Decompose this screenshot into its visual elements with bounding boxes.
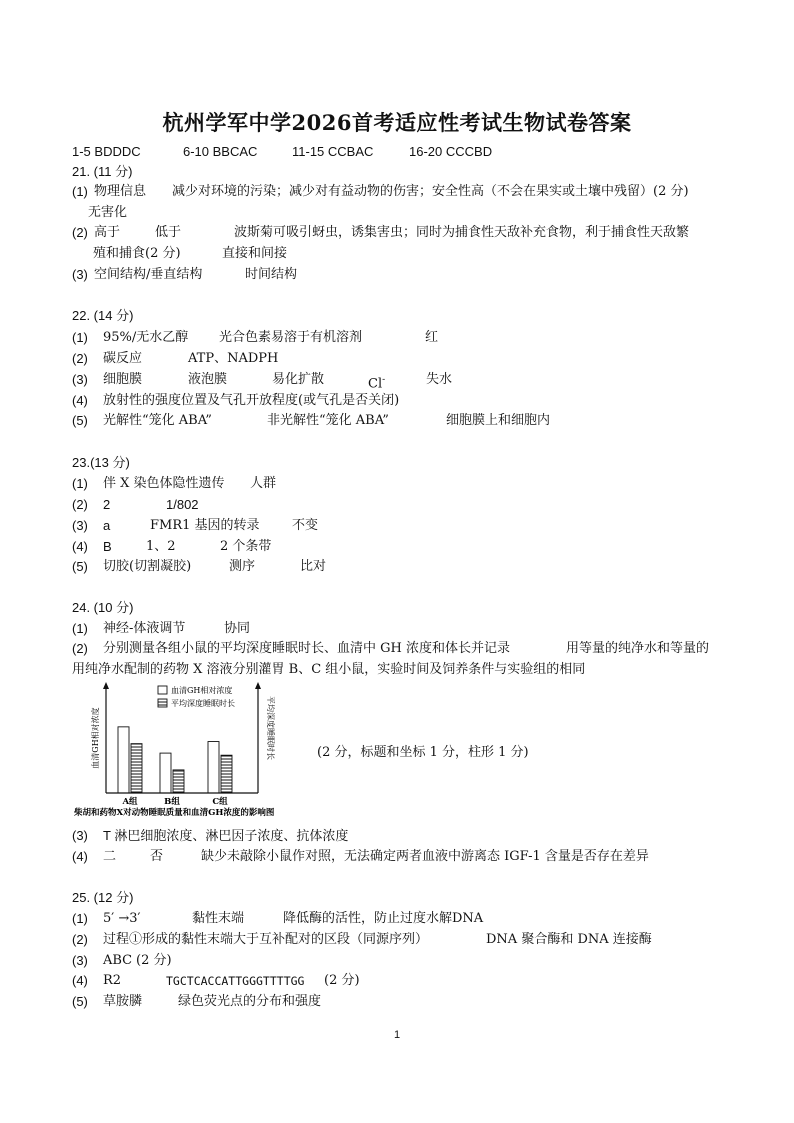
q25-2-answer-a: 过程①形成的黏性末端大于互补配对的区段（同源序列） — [103, 932, 429, 947]
bar-gh-group-1 — [118, 727, 129, 793]
legend-swatch-gh — [158, 686, 167, 694]
q21-1-number: (1) — [72, 184, 88, 199]
q25-1-answer-a: 5′ →3′ — [103, 911, 141, 926]
q25-4-answer-c: (2 分) — [324, 973, 360, 988]
q23-4-answer-c: 2 个条带 — [220, 539, 272, 554]
mcq-answer-11-15: 11-15 CCBAC — [292, 144, 374, 159]
q23-4-answer-a: B — [103, 539, 112, 554]
q22-3-answer-a: 细胞膜 — [103, 372, 143, 387]
bar-chart — [72, 680, 312, 820]
q22-5-answer-a: 光解性“笼化 ABA” — [103, 413, 212, 428]
q22-3-number: (3) — [72, 372, 88, 387]
mcq-answer-16-20: 16-20 CCCBD — [409, 144, 493, 159]
q21-1-answer-a: 物理信息 — [94, 184, 147, 199]
q22-3-answer-b: 液泡膜 — [188, 372, 228, 387]
q23-5-number: (5) — [72, 559, 88, 574]
q25-2-answer-b: DNA 聚合酶和 DNA 连接酶 — [486, 932, 652, 947]
page-number: 1 — [393, 1029, 401, 1041]
q21-2-number: (2) — [72, 225, 88, 240]
q24-2-number: (2) — [72, 641, 88, 656]
y-axis-left-arrow-icon — [103, 682, 109, 689]
bar-sleep-group-1 — [131, 744, 142, 793]
q25-5-answer-a: 草胺膦 — [103, 994, 143, 1009]
q25-4-number: (4) — [72, 973, 88, 988]
q23-1-answer-a: 伴 X 染色体隐性遗传 — [103, 476, 225, 491]
q21-3-answer-b: 时间结构 — [245, 267, 298, 282]
chart-title: 柴胡和药物X对动物睡眠质量和血清GH浓度的影响图 — [74, 808, 275, 818]
q22-3-answer-c: 易化扩散 — [272, 372, 325, 387]
chloride-charge: - — [382, 375, 386, 385]
mcq-answer-6-10: 6-10 BBCAC — [183, 144, 258, 159]
y-axis-left-label: 血清GH相对浓度 — [91, 707, 100, 769]
x-tick-label-3: C组 — [212, 797, 228, 807]
q24-4-number: (4) — [72, 849, 88, 864]
q22-4-answer-a: 放射性的强度位置及气孔开放程度(或气孔是否关闭) — [103, 393, 400, 408]
q25-3-answer-b: (2 分) — [136, 953, 172, 968]
q21-3-number: (3) — [72, 267, 88, 282]
y-axis-right-arrow-icon — [255, 682, 261, 689]
legend-swatch-sleep — [158, 699, 167, 707]
q21-1-answer-c: 无害化 — [88, 205, 128, 220]
q25-5-answer-b: 绿色荧光点的分布和强度 — [178, 994, 322, 1009]
bar-gh-group-2 — [160, 753, 171, 793]
chloride-symbol: Cl — [368, 376, 383, 392]
bar-sleep-group-3 — [221, 755, 232, 793]
q22-1-answer-b: 光合色素易溶于有机溶剂 — [219, 330, 363, 345]
bar-sleep-group-2 — [173, 770, 184, 793]
q23-1-answer-b: 人群 — [250, 476, 277, 491]
q22-1-answer-a: 95%/无水乙醇 — [103, 330, 189, 345]
q24-chart-score-note: (2 分，标题和坐标 1 分，柱形 1 分) — [317, 745, 529, 760]
q23-2-number: (2) — [72, 497, 88, 512]
q21-2-answer-a: 高于 — [94, 225, 121, 240]
y-axis-right-label: 平均深度睡眠时长 — [266, 696, 275, 760]
q22-4-number: (4) — [72, 393, 88, 408]
q24-2-answer-c: 用纯净水配制的药物 X 溶液分别灌胃 B、C 组小鼠，实验时间及饲养条件与实验组的相同 — [72, 662, 586, 677]
q24-header: 24. (10 分) — [72, 600, 134, 615]
q22-5-answer-b: 非光解性“笼化 ABA” — [267, 413, 389, 428]
q25-1-answer-b: 黏性末端 — [192, 911, 245, 926]
q25-4-answer-b: TGCTCACCATTGGGTTTTGG — [166, 974, 305, 988]
q25-2-number: (2) — [72, 932, 88, 947]
q23-4-answer-b: 1、2 — [146, 539, 176, 554]
bar-gh-group-3 — [208, 742, 219, 793]
q24-2-answer-b: 用等量的纯净水和等量的 — [566, 641, 710, 656]
q25-3-answer-a: ABC — [103, 953, 133, 968]
q24-1-answer-a: 神经-体液调节 — [103, 621, 186, 636]
q25-1-number: (1) — [72, 911, 88, 926]
q21-2-answer-b: 低于 — [155, 225, 182, 240]
q22-1-number: (1) — [72, 330, 88, 345]
q25-4-answer-a: R2 — [103, 973, 122, 988]
mcq-answer-1-5: 1-5 BDDDC — [72, 144, 141, 159]
q24-2-answer-a: 分别测量各组小鼠的平均深度睡眠时长、血清中 GH 浓度和体长并记录 — [103, 641, 510, 656]
q22-1-answer-c: 红 — [425, 330, 439, 345]
q23-header: 23.(13 分) — [72, 455, 130, 470]
q21-2-answer-c: 波斯菊可吸引蚜虫，诱集害虫；同时为捕食性天敌补充食物，利于捕食性天敌繁 — [234, 225, 690, 240]
q25-3-number: (3) — [72, 953, 88, 968]
q23-3-number: (3) — [72, 518, 88, 533]
q23-2-answer-a: 2 — [103, 497, 111, 512]
legend-label-gh: 血清GH相对浓度 — [171, 686, 233, 695]
q23-3-answer-b: FMR1 基因的转录 — [150, 518, 260, 533]
q21-2-answer-e: 直接和间接 — [222, 246, 288, 261]
q23-4-number: (4) — [72, 539, 88, 554]
q25-5-number: (5) — [72, 994, 88, 1009]
q24-1-answer-b: 协同 — [224, 621, 251, 636]
q25-header: 25. (12 分) — [72, 890, 134, 905]
q24-4-answer-c: 缺少未敲除小鼠作对照，无法确定两者血液中游离态 IGF-1 含量是否存在差异 — [201, 849, 649, 864]
q24-4-answer-b: 否 — [150, 849, 164, 864]
q21-2-answer-d: 殖和捕食(2 分) — [93, 246, 181, 261]
q23-5-answer-b: 测序 — [229, 559, 256, 574]
q22-2-answer-b: ATP、NADPH — [188, 351, 279, 366]
q21-3-answer-a: 空间结构/垂直结构 — [94, 267, 203, 282]
q23-5-answer-a: 切胶(切割凝胶) — [103, 559, 192, 574]
q22-2-number: (2) — [72, 351, 88, 366]
q24-3-number: (3) — [72, 828, 88, 843]
q25-1-answer-c: 降低酶的活性，防止过度水解DNA — [283, 911, 484, 926]
q21-header: 21. (11 分) — [72, 164, 133, 179]
legend-label-sleep: 平均深度睡眠时长 — [171, 699, 235, 708]
q21-1-answer-b: 减少对环境的污染；减少对有益动物的伤害；安全性高（不会在果实或土壤中残留）(2 分) — [172, 184, 689, 199]
q22-3-answer-d — [368, 371, 385, 393]
q23-1-number: (1) — [72, 476, 88, 491]
x-tick-label-2: B组 — [164, 797, 180, 807]
q22-3-answer-e: 失水 — [426, 372, 453, 387]
q22-header: 22. (14 分) — [72, 308, 134, 323]
q22-5-number: (5) — [72, 413, 88, 428]
q24-4-answer-a: 二 — [103, 849, 117, 864]
q22-5-answer-c: 细胞膜上和细胞内 — [446, 413, 551, 428]
q23-3-answer-c: 不变 — [292, 518, 319, 533]
q23-5-answer-c: 比对 — [300, 559, 327, 574]
page-title: 杭州学军中学2026首考适应性考试生物试卷答案 — [162, 110, 632, 135]
q22-2-answer-a: 碳反应 — [103, 351, 143, 366]
q23-2-answer-b: 1/802 — [166, 497, 199, 512]
q24-3-answer-a: T 淋巴细胞浓度、淋巴因子浓度、抗体浓度 — [103, 828, 349, 843]
x-tick-label-1: A组 — [122, 797, 138, 807]
q23-3-answer-a: a — [103, 518, 111, 533]
q24-1-number: (1) — [72, 621, 88, 636]
